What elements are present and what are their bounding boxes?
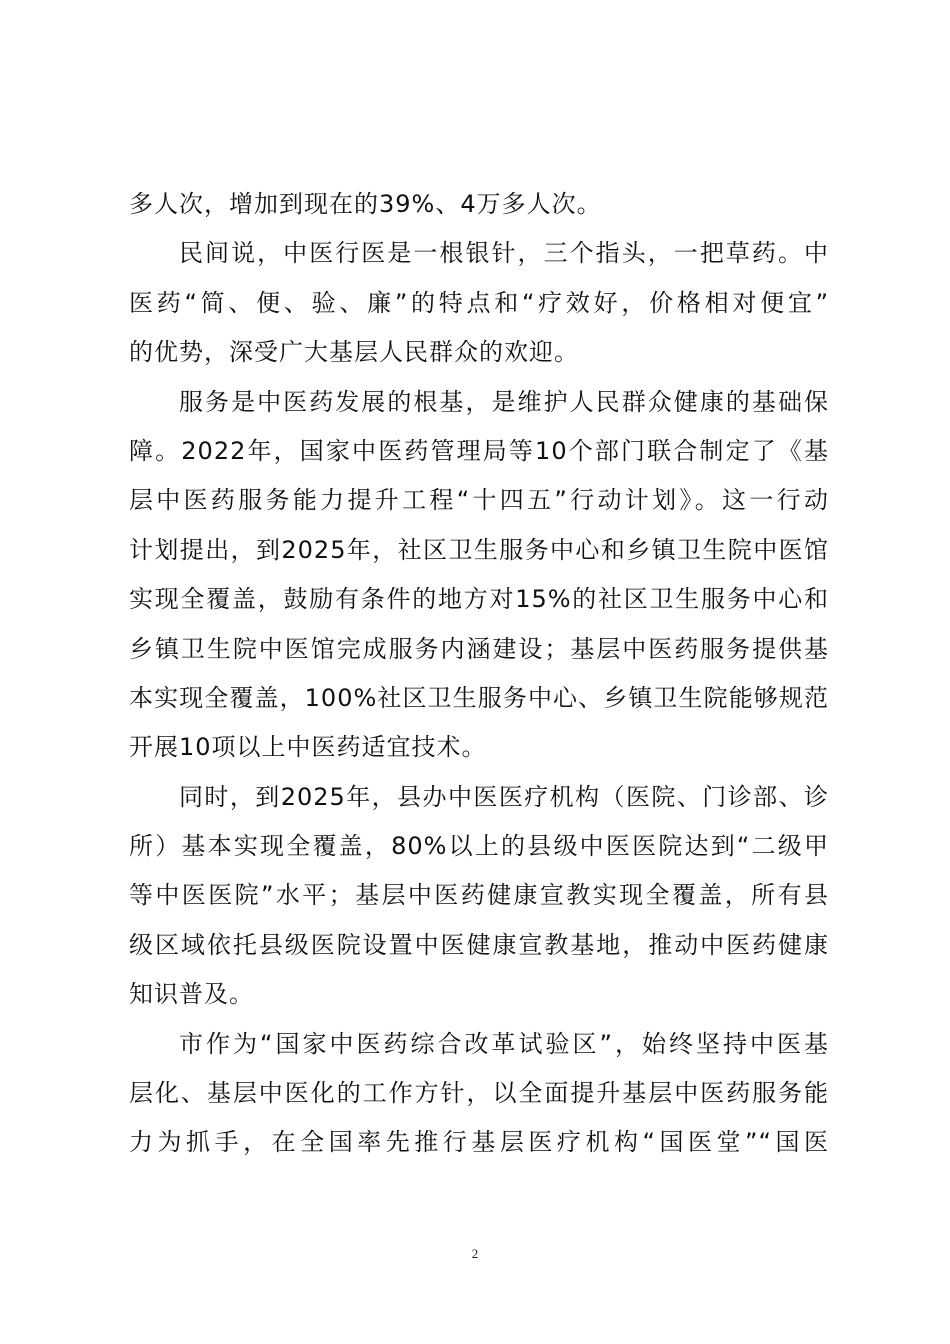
text-line: 同时，到2025年，县办中医医疗机构（医院、门诊部、诊 [179, 782, 829, 811]
text-line: 医药“简、便、验、廉”的特点和“疗效好，价格相对便宜” [129, 288, 829, 317]
text-line: 民间说，中医行医是一根银针，三个指头，一把草药。中 [179, 239, 829, 268]
text-line: 乡镇卫生院中医馆完成服务内涵建设；基层中医药服务提供基 [129, 634, 829, 663]
text-line: 实现全覆盖，鼓励有条件的地方对15%的社区卫生服务中心和 [129, 585, 829, 614]
text-line: 等中医医院”水平；基层中医药健康宣教实现全覆盖，所有县 [129, 881, 829, 910]
text-line: 的优势，深受广大基层人民群众的欢迎。 [129, 338, 579, 367]
text-line: 多人次，增加到现在的39%、4万多人次。 [129, 190, 602, 218]
text-line: 层中医药服务能力提升工程“十四五”行动计划》。这一行动 [129, 486, 829, 515]
text-line: 所）基本实现全覆盖，80%以上的县级中医医院达到“二级甲 [129, 832, 829, 861]
text-line: 层化、基层中医化的工作方针，以全面提升基层中医药服务能 [129, 1079, 829, 1108]
text-line: 本实现全覆盖，100%社区卫生服务中心、乡镇卫生院能够规范 [129, 683, 829, 712]
text-line: 服务是中医药发展的根基，是维护人民群众健康的基础保 [179, 387, 829, 416]
text-line: 市作为“国家中医药综合改革试验区”，始终坚持中医基 [179, 1029, 829, 1058]
text-line: 障。2022年，国家中医药管理局等10个部门联合制定了《基 [129, 436, 829, 465]
body-text [129, 180, 829, 1168]
text-line: 级区域依托县级医院设置中医健康宣教基地，推动中医药健康 [129, 930, 829, 959]
page-number: 2 [471, 1246, 479, 1261]
text-line: 计划提出，到2025年，社区卫生服务中心和乡镇卫生院中医馆 [129, 535, 829, 564]
text-line: 力为抓手，在全国率先推行基层医疗机构“国医堂”“国医 [129, 1128, 829, 1157]
text-line: 知识普及。 [129, 980, 254, 1009]
text-line: 开展10项以上中医药适宜技术。 [129, 733, 487, 762]
